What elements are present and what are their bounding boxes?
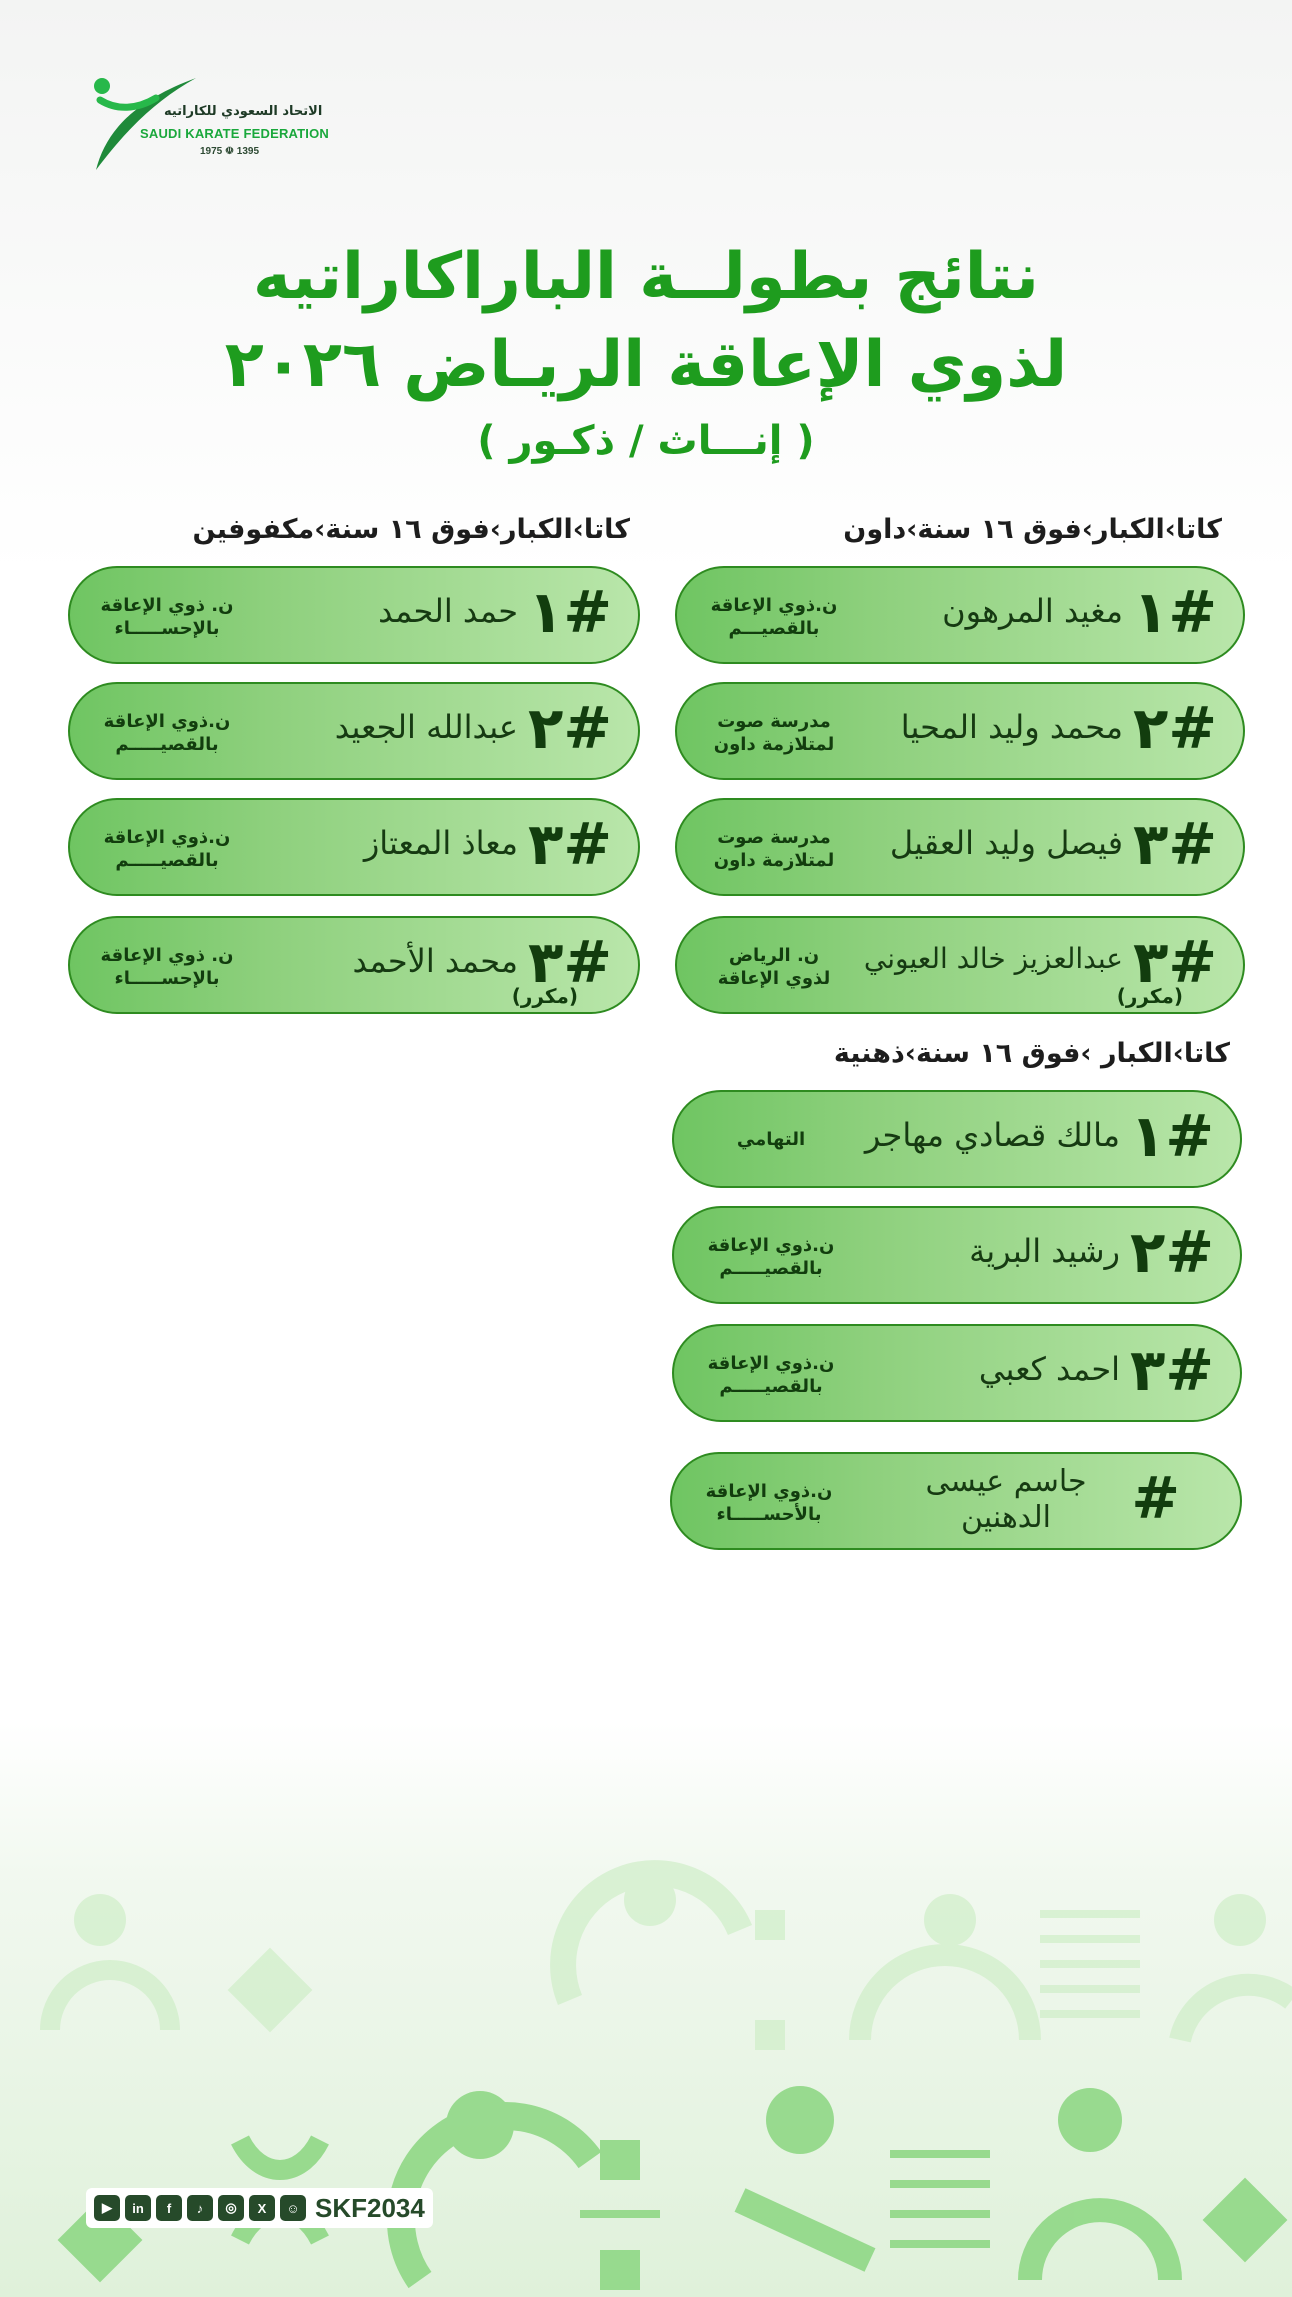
club-name: ن.ذوي الإعاقة بالقصيـــــم xyxy=(103,711,231,755)
logo-english-text: SAUDI KARATE FEDERATION xyxy=(140,126,330,141)
rank-label: #٢ xyxy=(1129,1218,1214,1286)
athlete-name: عبدالعزيز خالد العيوني xyxy=(863,942,1123,975)
result-card xyxy=(675,916,1245,1014)
club-name: مدرسة صوت لمتلازمة داون xyxy=(713,711,835,755)
linkedin-icon[interactable]: in xyxy=(125,2195,151,2221)
result-card xyxy=(68,798,640,896)
rank-label: #٣ xyxy=(527,810,612,878)
club-name: ن. ذوي الإعاقة بالإحســـــاء xyxy=(100,945,234,989)
section-heading-blind: كاتا›الكبار›فوق ١٦ سنة›مكفوفين xyxy=(192,514,630,545)
athlete-name: مغيد المرهون xyxy=(942,592,1123,630)
rank-label: #٣ xyxy=(1129,1336,1214,1404)
rank-label: #٢ xyxy=(527,694,612,762)
result-card xyxy=(672,1090,1242,1188)
result-card xyxy=(68,566,640,664)
result-card xyxy=(670,1452,1242,1550)
result-card xyxy=(68,682,640,780)
facebook-icon[interactable]: f xyxy=(156,2195,182,2221)
athlete-name: فيصل وليد العقيل xyxy=(889,824,1123,862)
rank-label: #١ xyxy=(527,578,612,646)
page-subtitle: ( إنـــاث / ذكـور ) xyxy=(477,418,815,464)
club-name: ن.ذوي الإعاقة بالقصيـــــم xyxy=(707,1235,835,1279)
athlete-name: محمد الأحمد xyxy=(352,942,518,980)
athlete-name: مالك قصادي مهاجر xyxy=(864,1116,1120,1154)
rank-label: #٣ xyxy=(527,928,612,996)
club-name: ن. ذوي الإعاقة بالإحســـــاء xyxy=(100,595,234,639)
athlete-name: حمد الحمد xyxy=(378,592,518,630)
page-title-line2: لذوي الإعاقة الريـاض ٢٠٢٦ xyxy=(224,328,1068,402)
x-icon[interactable]: X xyxy=(249,2195,275,2221)
rank-label: #٢ xyxy=(1132,694,1217,762)
club-name: ن.ذوي الإعاقة بالقصيـــــم xyxy=(707,1353,835,1397)
repeated-badge: (مكرر) xyxy=(511,984,578,1008)
instagram-icon[interactable]: ◎ xyxy=(218,2195,244,2221)
rank-label: #٣ xyxy=(1132,928,1217,996)
snapchat-icon[interactable]: ☺ xyxy=(280,2195,306,2221)
result-card xyxy=(672,1206,1242,1304)
karate-figure-icon xyxy=(86,70,206,180)
club-name: مدرسة صوت لمتلازمة داون xyxy=(713,827,835,871)
section-heading-down: كاتا›الكبار›فوق ١٦ سنة›داون xyxy=(843,514,1222,545)
athlete-name: جاسم عيسى الدهنين xyxy=(925,1464,1087,1535)
youtube-icon[interactable]: ▶ xyxy=(94,2195,120,2221)
athlete-name: محمد وليد المحيا xyxy=(900,708,1123,746)
result-card xyxy=(675,798,1245,896)
club-name: ن.ذوي الإعاقة بالأحســـــاء xyxy=(705,1481,833,1525)
result-card xyxy=(672,1324,1242,1422)
federation-logo xyxy=(86,70,346,180)
logo-years-text: 1975 ☫ 1395 xyxy=(200,146,260,157)
rank-label: #١ xyxy=(1129,1102,1214,1170)
club-name: التهامي xyxy=(736,1129,806,1150)
tiktok-icon[interactable]: ♪ xyxy=(187,2195,213,2221)
athlete-name: رشيد البرية xyxy=(969,1232,1120,1270)
club-name: ن. الرياض لذوي الإعاقة xyxy=(717,945,831,989)
athlete-name: احمد كعبي xyxy=(978,1350,1120,1388)
logo-arabic-text: الاتحاد السعودي للكاراتيه xyxy=(164,104,323,119)
social-handle: SKF2034 xyxy=(315,2192,425,2223)
rank-label: #١ xyxy=(1132,578,1217,646)
club-name: ن.ذوي الإعاقة بالقصيـــــم xyxy=(103,827,231,871)
club-name: ن.ذوي الإعاقة بالقصيـــم xyxy=(710,595,838,639)
social-bar xyxy=(86,2188,433,2228)
rank-label: #٣ xyxy=(1132,810,1217,878)
section-heading-intellectual: كاتا›الكبار ›فوق ١٦ سنة›ذهنية xyxy=(833,1038,1230,1069)
result-card xyxy=(68,916,640,1014)
repeated-badge: (مكرر) xyxy=(1116,984,1183,1008)
page-title-line1: نتائج بطولــة الباراكاراتيه xyxy=(253,240,1039,314)
athlete-name: عبدالله الجعيد xyxy=(334,708,518,746)
result-card xyxy=(675,682,1245,780)
result-card xyxy=(675,566,1245,664)
athlete-name: معاذ المعتاز xyxy=(363,824,518,862)
rank-label: # xyxy=(1131,1464,1180,1532)
